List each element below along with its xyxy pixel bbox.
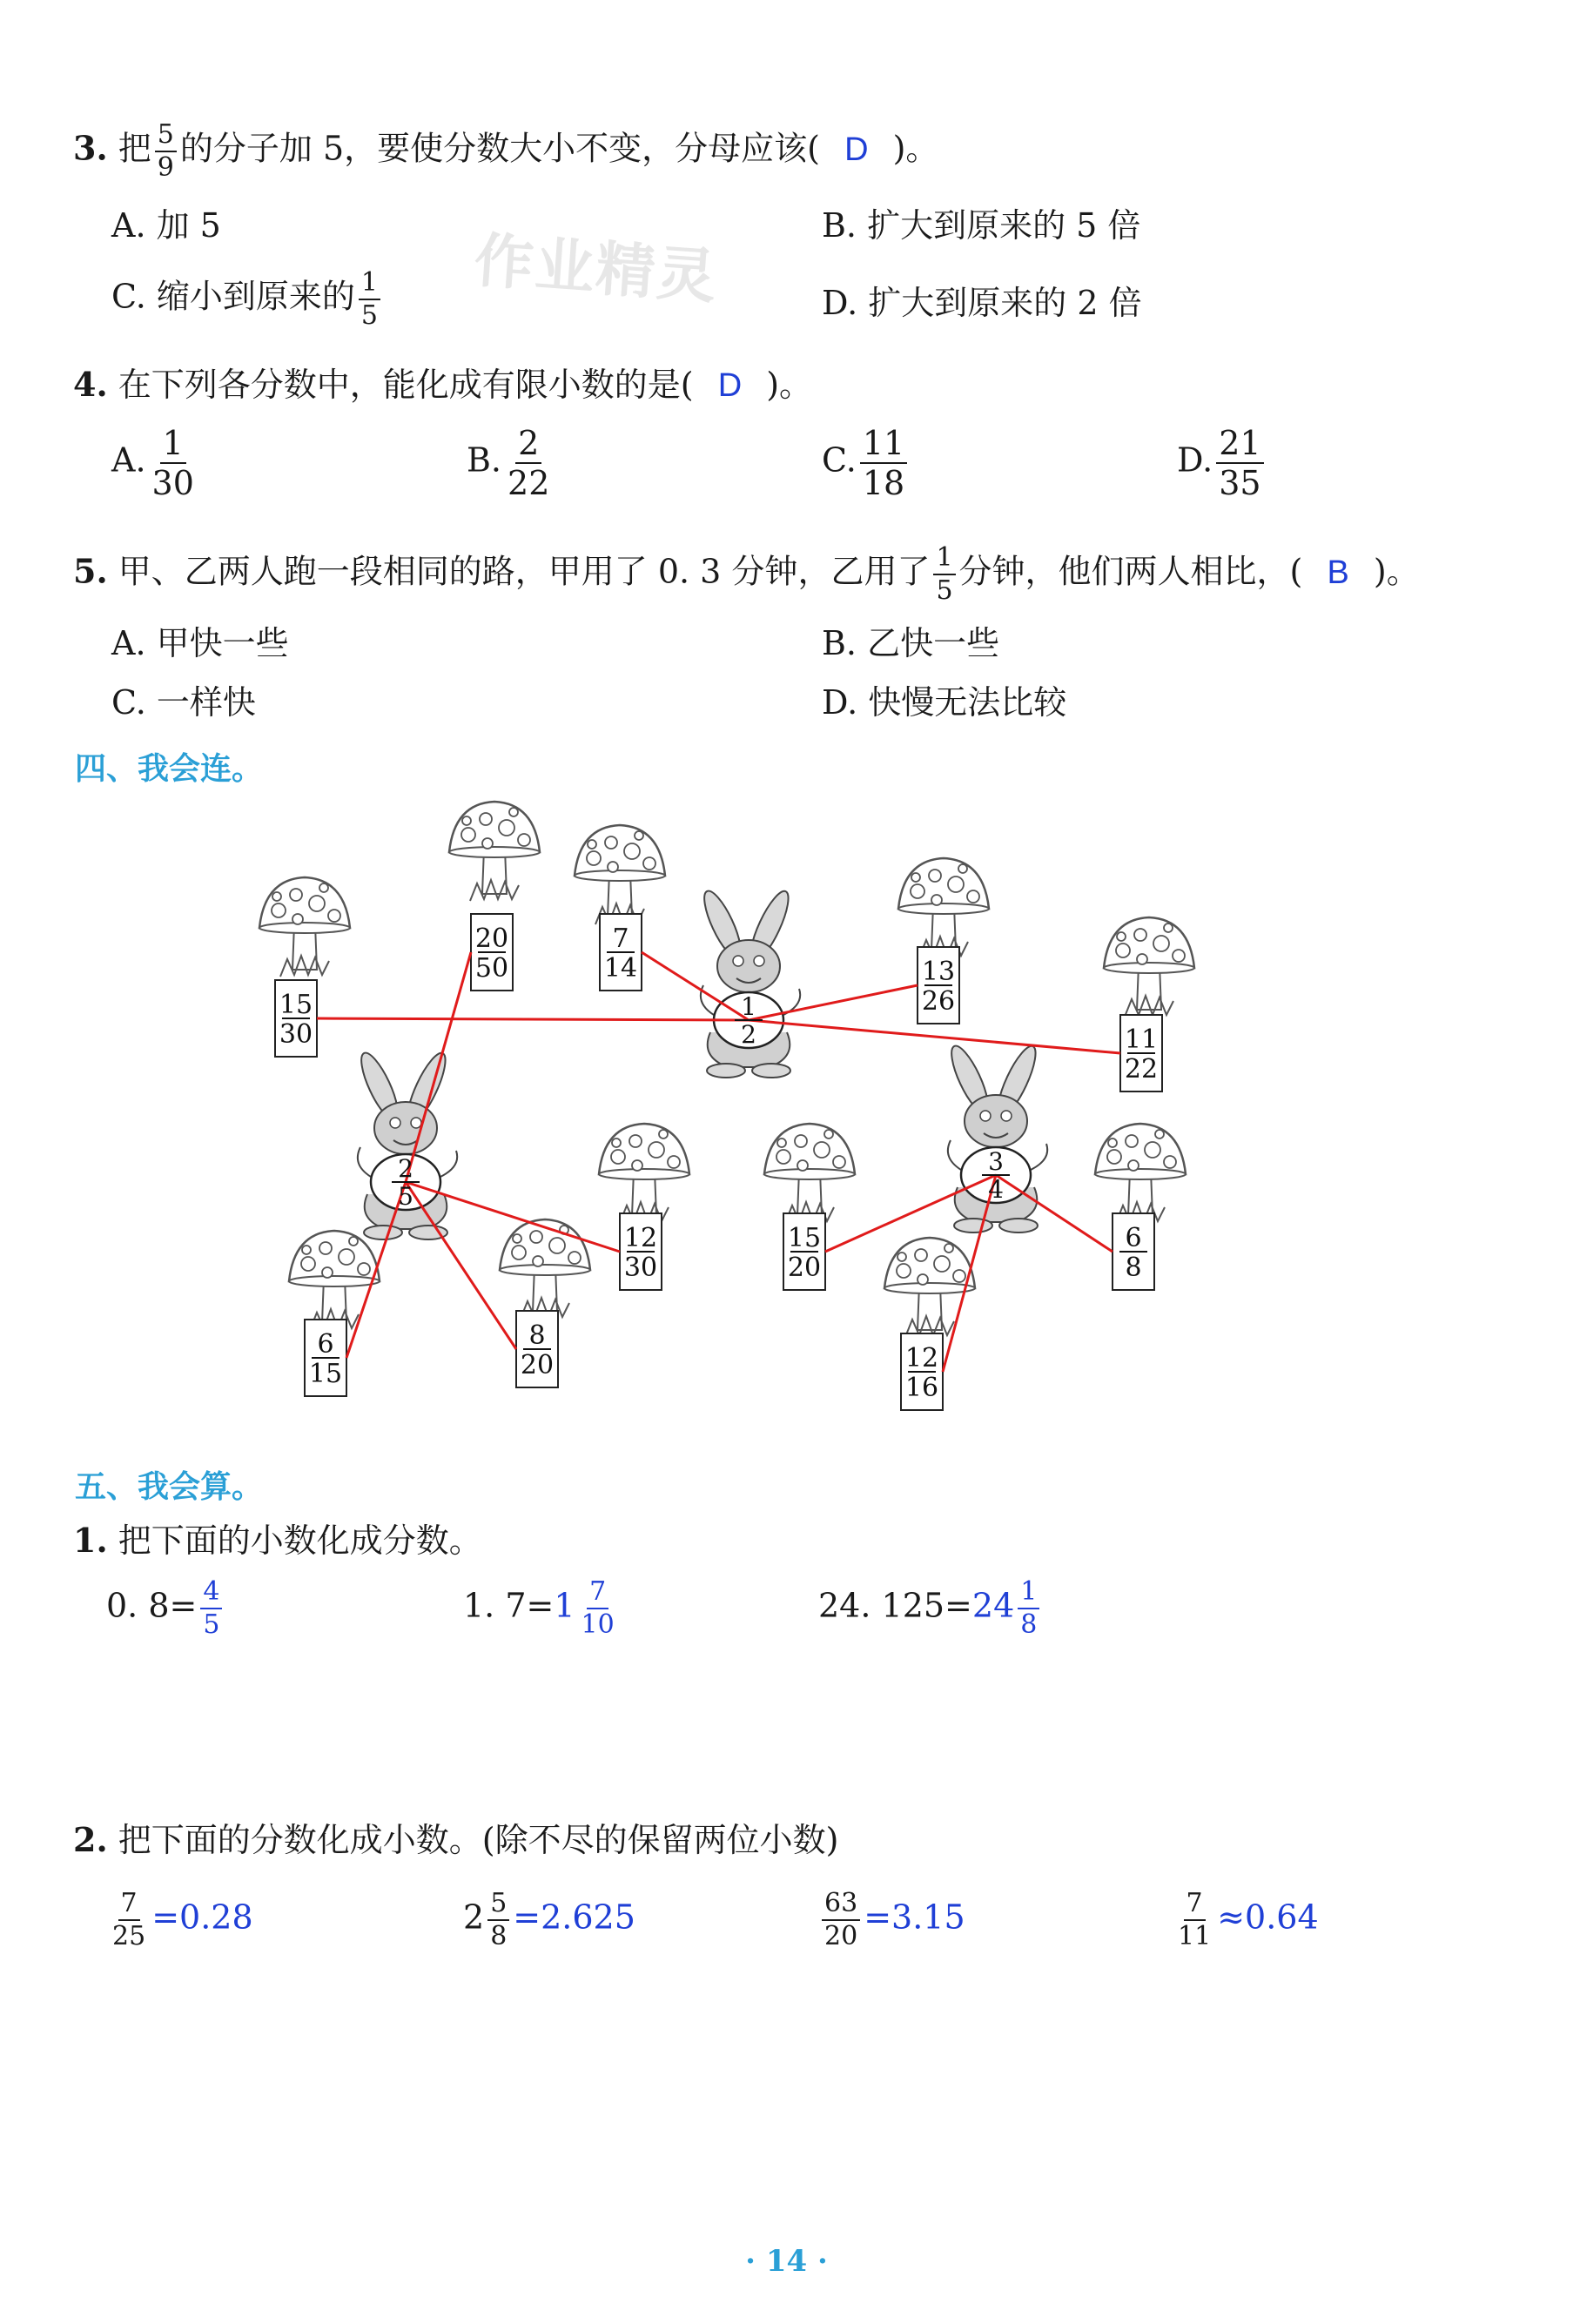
fraction: $\frac{63}{20}$ — [822, 1891, 860, 1950]
mushroom-icon — [500, 1219, 590, 1319]
rabbit-icon — [944, 1042, 1047, 1233]
question-text: 在下列各分数中，能化成有限小数的是( — [118, 366, 694, 404]
answer: B — [1327, 554, 1349, 591]
mushroom-icon — [289, 1231, 380, 1330]
question-text: 分钟，他们两人相比，( — [958, 552, 1303, 591]
fraction: $\frac{7}{25}$ — [112, 1888, 146, 1951]
card-fraction-numerator: 13 — [921, 957, 956, 987]
section-title: 五、我会算。 — [75, 1468, 264, 1504]
rabbit-fraction-denominator: 2 — [741, 1020, 756, 1049]
rabbit-fraction-numerator: 2 — [398, 1154, 413, 1183]
fraction: $\frac{4}{5}$ — [200, 1579, 222, 1638]
option-d: D. $\frac{21}{35}$ — [1177, 427, 1267, 500]
fraction: $\frac{21}{35}$ — [1216, 427, 1263, 500]
fraction: $\frac{5}{8}$ — [487, 1891, 509, 1950]
option-a: A. 加 5 — [111, 206, 221, 245]
card-fraction-numerator: 8 — [528, 1320, 546, 1351]
card-fraction-denominator: 8 — [1125, 1253, 1142, 1283]
card-fraction-numerator: 7 — [612, 924, 629, 954]
mushroom-icon — [884, 1238, 975, 1337]
option-a: A. $\frac{1}{30}$ — [111, 427, 200, 500]
calc-2-item: $\frac{7}{11}$ ≈0.64 — [1172, 1891, 1319, 1950]
rabbit-icon — [354, 1049, 457, 1239]
calc-1-title: 1. 把下面的小数化成分数。 — [73, 1521, 482, 1560]
card-fraction-denominator: 16 — [904, 1373, 939, 1403]
mushroom-icon — [575, 825, 665, 924]
mushroom-icon — [599, 1124, 689, 1223]
question-text: )。 — [1373, 552, 1420, 591]
fraction: $\frac{1}{5}$ — [933, 545, 955, 604]
card-fraction-denominator: 15 — [308, 1359, 343, 1389]
fraction: $\frac{1}{5}$ — [359, 270, 380, 329]
option-c: C. 一样快 — [111, 683, 256, 722]
calc-1-item: 1. 7=1 $\frac{7}{10}$ — [463, 1579, 621, 1638]
card-fraction-denominator: 20 — [520, 1350, 555, 1380]
card-fraction-denominator: 30 — [623, 1253, 658, 1283]
card-fraction-denominator: 26 — [921, 986, 956, 1017]
mushroom-icon — [1104, 917, 1194, 1017]
card-fraction-denominator: 22 — [1124, 1054, 1159, 1085]
card-fraction-numerator: 12 — [623, 1223, 658, 1253]
watermark: 作业精灵 — [472, 226, 721, 312]
option-a: A. 甲快一些 — [111, 624, 289, 662]
mushroom-icon — [764, 1124, 855, 1223]
question-text: 的分子加 5，要使分数大小不变，分母应该( — [179, 129, 820, 168]
option-b: B. 扩大到原来的 5 倍 — [822, 206, 1141, 245]
mushroom-icon — [898, 858, 989, 957]
option-d: D. 快慢无法比较 — [822, 683, 1067, 722]
option-b: B. $\frac{2}{22}$ — [467, 427, 555, 500]
mushroom-icon — [449, 802, 540, 901]
fraction: $\frac{2}{22}$ — [508, 424, 550, 502]
option-d: D. 扩大到原来的 2 倍 — [822, 284, 1142, 322]
section-title: 四、我会连。 — [75, 750, 264, 786]
calc-2-item: $\frac{63}{20}$ =3.15 — [818, 1891, 965, 1950]
option-c: C. $\frac{11}{18}$ — [822, 427, 911, 500]
card-fraction-numerator: 6 — [317, 1329, 334, 1360]
question-text: 把 — [118, 129, 151, 168]
card-fraction-denominator: 20 — [787, 1253, 822, 1283]
card-fraction-denominator: 30 — [279, 1019, 313, 1050]
match-line — [317, 1018, 749, 1020]
answer: D — [844, 131, 869, 168]
question-number: 4. — [73, 365, 108, 404]
calc-2-title: 2. 把下面的分数化成小数。(除不尽的保留两位小数) — [73, 1820, 839, 1859]
fraction: $\frac{1}{30}$ — [151, 424, 194, 502]
question-text: )。 — [766, 366, 813, 404]
question-text: 甲、乙两人跑一段相同的路，甲用了 0. 3 分钟，乙用了 — [118, 552, 931, 591]
rabbit-fraction-numerator: 3 — [988, 1147, 1004, 1176]
card-fraction-numerator: 20 — [474, 924, 509, 954]
option-c: C. 缩小到原来的 $\frac{1}{5}$ — [111, 270, 384, 329]
question-text: )。 — [892, 129, 939, 168]
card-fraction-denominator: 14 — [603, 953, 638, 984]
rabbit-fraction-denominator: 5 — [398, 1182, 413, 1211]
option-b: B. 乙快一些 — [822, 624, 1000, 662]
card-fraction-numerator: 6 — [1125, 1223, 1142, 1253]
card-fraction-numerator: 11 — [1124, 1024, 1159, 1055]
fraction: $\frac{7}{10}$ — [581, 1576, 615, 1640]
answer: D — [717, 367, 743, 404]
card-fraction-numerator: 15 — [279, 990, 313, 1020]
card-fraction-numerator: 15 — [787, 1223, 822, 1253]
calc-1-item: 0. 8= $\frac{4}{5}$ — [106, 1579, 225, 1638]
calc-1-item: 24. 125=24 $\frac{1}{8}$ — [818, 1579, 1043, 1638]
card-fraction-denominator: 50 — [474, 953, 509, 984]
mushroom-icon — [1095, 1124, 1186, 1223]
fraction: $\frac{7}{11}$ — [1178, 1888, 1212, 1951]
fraction: $\frac{11}{18}$ — [860, 427, 907, 500]
fraction: $\frac{5}{9}$ — [155, 122, 177, 181]
calc-2-item: $\frac{7}{25}$ =0.28 — [106, 1891, 253, 1950]
card-fraction-numerator: 12 — [904, 1343, 939, 1374]
question-number: 5. — [73, 551, 108, 591]
page-number: · 14 · — [745, 2244, 828, 2279]
mushroom-icon — [259, 877, 350, 977]
rabbit-fraction-denominator: 4 — [988, 1175, 1004, 1204]
fraction: $\frac{1}{8}$ — [1018, 1579, 1039, 1638]
question-number: 3. — [73, 128, 108, 168]
calc-2-item: 2 $\frac{5}{8}$ =2.625 — [463, 1888, 635, 1951]
match-line — [406, 952, 471, 1182]
rabbit-icon — [697, 887, 800, 1078]
rabbit-fraction-numerator: 1 — [741, 992, 756, 1021]
match-line — [749, 1020, 1120, 1053]
